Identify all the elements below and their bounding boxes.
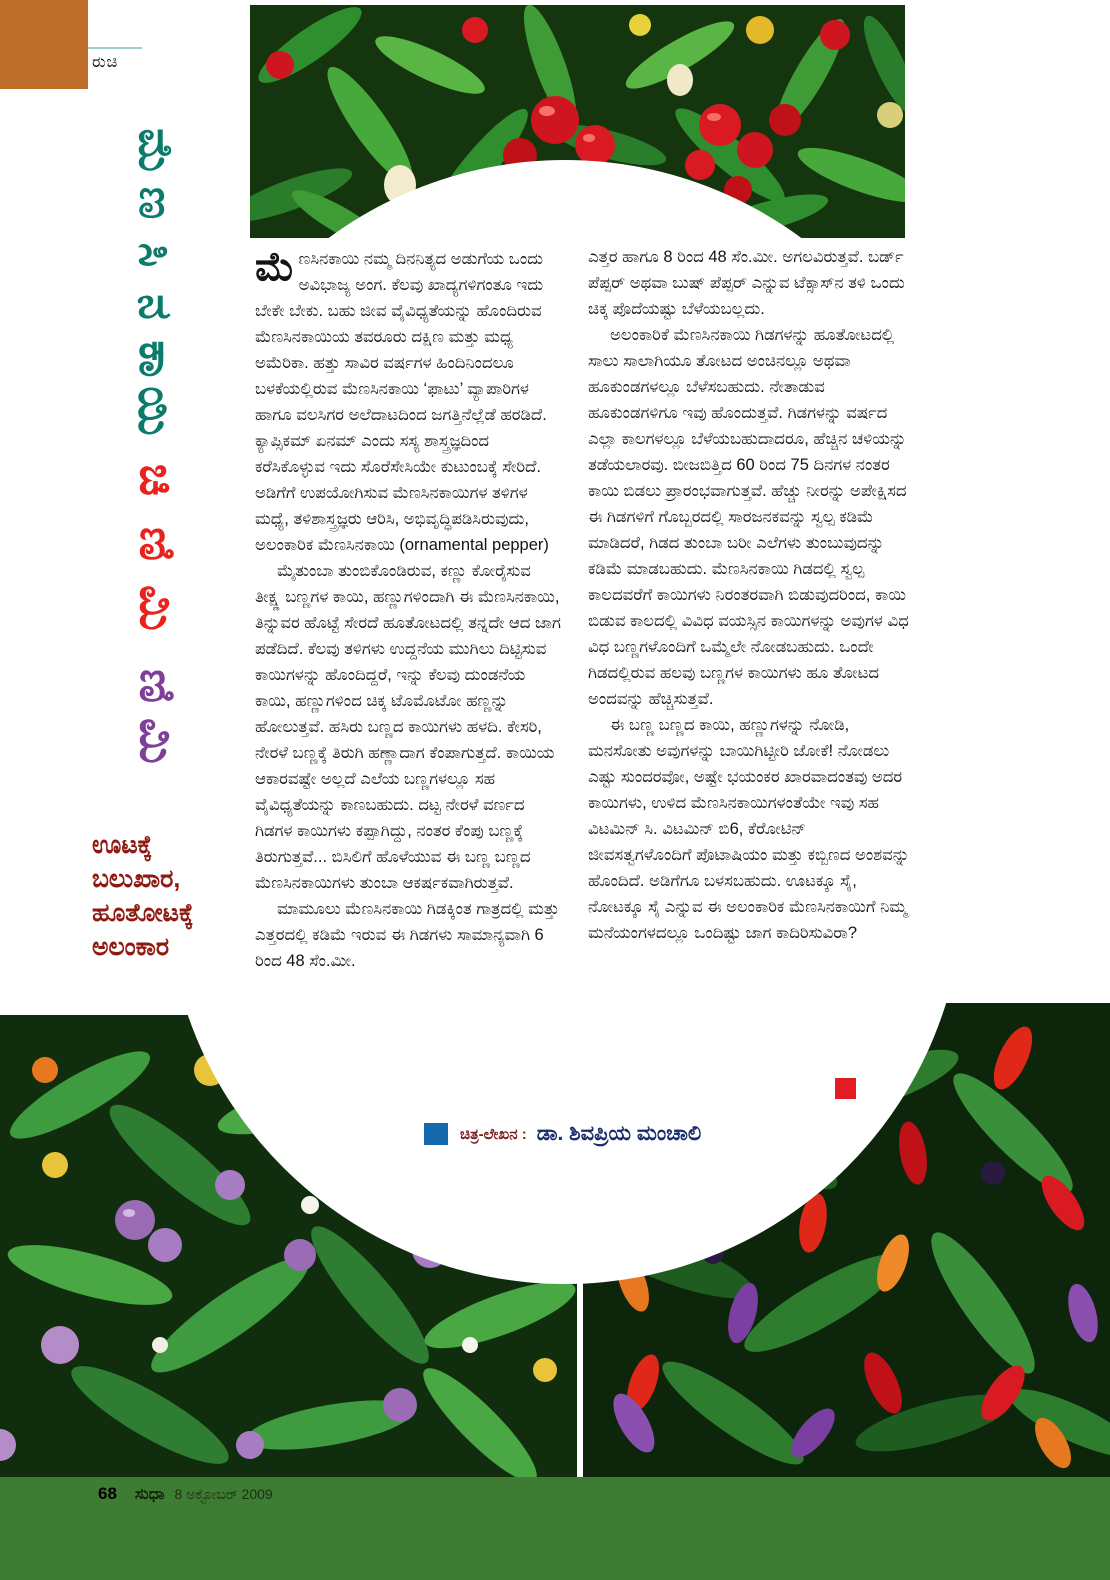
article-column-2 — [588, 244, 910, 1080]
section-label: ರುಚಿ — [92, 54, 119, 71]
paragraph-1-text: ಣಸಿನಕಾಯಿ ನಮ್ಮ ದಿನನಿತ್ಯದ ಅಡುಗೆಯ ಒಂದು ಅವಿಭಾಜ್ಯ ಅಂಗ. ಕೆಲವು ಖಾದ್ಯಗಳಿಗಂತೂ ಇದು ಬೇಕೇ ಬೇಕು. ಬಹು ಜೀವ ವೈವಿಧ್ಯತೆಯನ್ನು ಹೊಂದಿರುವ ಮೆಣಸಿನಕಾಯಿಯ ತವರೂರು ದಕ್ಷಿಣ ಮತ್ತು ಮಧ್ಯ ಅಮೆರಿಕಾ. ಹತ್ತು ಸಾವಿರ ವರ್ಷಗಳ ಹಿಂದಿನಿಂದಲೂ ಬಳಕೆಯಲ್ಲಿರುವ ಮೆಣಸಿನಕಾಯಿ ‘ಫಾಟು’ ವ್ಯಾಪಾರಿಗಳ ಹಾಗೂ ವಲಸಿಗರ ಅಲೆದಾಟದಿಂದ ಜಗತ್ತಿನೆಲ್ಲೆಡೆ ಹರಡಿದೆ. ಕ್ಯಾಪ್ಸಿಕಮ್ ಏನಮ್ ಎಂದು ಸಸ್ಯ ಶಾಸ್ತ್ರಜ್ಞದಿಂದ ಕರೆಸಿಕೊಳ್ಳುವ ಇದು ಸೊರೆಸೇಸಿಯೇ ಕುಟುಂಬಕ್ಕೆ ಸೇರಿದೆ. ಅಡಿಗೆಗೆ ಉಪಯೋಗಿಸುವ ಮೆಣಸಿನಕಾಯಿಗಳ ತಳಿಗಳ ಮಧ್ಯೆ, ತಳಿಶಾಸ್ತ್ರಜ್ಞರು ಆರಿಸಿ, ಅಭಿವೃದ್ಧಿಪಡಿಸಿರುವುದು, ಅಲಂಕಾರಿಕ ಮೆಣಸಿನಕಾಯಿ (ornamental pepper) — [255, 250, 549, 554]
sidebar-slogan-line: ಊಟಕ್ಕೆ — [92, 831, 153, 859]
sidebar-slogan-line: ಹೂತೋಟಕ್ಕೆ — [92, 899, 194, 927]
paragraph-1 — [255, 246, 561, 558]
caption-row — [424, 1122, 701, 1146]
drop-cap: ಮೆ — [255, 245, 295, 289]
sidebar-slogan — [92, 828, 252, 964]
title-glyph: ಣ — [130, 186, 182, 220]
caption-author: ಡಾ. ಶಿವಪ್ರಿಯ ಮಂಚಾಲಿ — [536, 1122, 702, 1145]
sidebar-slogan-line: ಬಲುಖಾರ, — [92, 865, 181, 893]
caption-bullet-square — [424, 1123, 448, 1145]
article-vertical-title — [96, 128, 216, 772]
title-glyph: ಚಿ — [129, 463, 183, 497]
paragraph-6: ಈ ಬಣ್ಣ ಬಣ್ಣದ ಕಾಯಿ, ಹಣ್ಣುಗಳನ್ನು ನೋಡಿ, ಮನಸೋತು ಅವುಗಳನ್ನು ಬಾಯಿಗಿಟ್ಟೀರಿ ಜೋಕೆ! ನೋಡಲು ಎಷ್ಟು ಸುಂದರವೋ, ಅಷ್ಟೇ ಭಯಂಕರ ಖಾರವಾದಂತವು ಅದರ ಕಾಯಿಗಳು, ಉಳಿದ ಮೆಣಸಿನಕಾಯಿಗಳಂತೆಯೇ ಇವು ಸಹ ವಿಟಮಿನ್ ಸಿ. ವಿಟಮಿನ್ ಬಿ6, ಕೆರೋಟಿನ್ ಜೀವಸತ್ವಗಳೊಂದಿಗೆ ಪೊಟಾಷಿಯಂ ಮತ್ತು ಕಬ್ಬಿಣದ ಅಂಶವನ್ನು ಹೊಂದಿದೆ. ಅಡಿಗೆಗೂ ಬಳಸಬಹುದು. ಊಟಕ್ಕೂ ಸೈ, ನೋಟಕ್ಕೂ ಸೈ ಎನ್ನುವ ಈ ಅಲಂಕಾರಿಕ ಮೆಣಸಿನಕಾಯಿಗೆ ನಿಮ್ಮ ಮನೆಯಂಗಳದಲ್ಲೂ ಒಂದಿಷ್ಟು ಜಾಗ ಕಾದಿರಿಸುವಿರಾ? — [588, 716, 910, 942]
title-glyph: ಮಿ — [129, 585, 183, 631]
title-glyph: ಮೆ — [130, 128, 182, 174]
header-rule — [88, 47, 142, 49]
paragraph-2: ಮೈತುಂಬಾ ತುಂಬಿಕೊಂಡಿರುವ, ಕಣ್ಣು ಕೋರೈಸುವ ತೀಕ್ಷ್ಣ ಬಣ್ಣಗಳ ಕಾಯಿ, ಹಣ್ಣುಗಳಿಂದಾಗಿ ಈ ಮೆಣಸಿನಕಾಯಿ, ತಿನ್ನುವರ ಹೊಟ್ಟೆ ಸೇರದೆ ಹೂತೋಟದಲ್ಲಿ ತನ್ನದೇ ಆದ ಜಾಗ ಪಡೆದಿದೆ. ಕೆಲವು ತಳಿಗಳು ಉದ್ದನೆಯ ಮುಗಿಲು ದಿಟ್ಟಿಸುವ ಕಾಯಿಗಳನ್ನು ಹೊಂದಿದ್ದರೆ, ಇನ್ನು ಕೆಲವು ದುಂಡನೆಯ ಕಾಯಿ, ಹಣ್ಣುಗಳಿಂದ ಚಿಕ್ಕ ಟೊಮೊಟೋ ಹಣ್ಣನ್ನು ಹೋಲುತ್ತವೆ. ಹಸಿರು ಬಣ್ಣದ ಕಾಯಿಗಳು ಹಳದಿ. ಕೇಸರಿ, ನೇರಳೆ ಬಣ್ಣಕ್ಕೆ ತಿರುಗಿ ಹಣ್ಣಾದಾಗ ಕೆಂಪಾಗುತ್ತದೆ. ಕಾಯಿಯ ಆಕಾರವಷ್ಟೇ ಅಲ್ಲದೆ ಎಲೆಯ ಬಣ್ಣಗಳಲ್ಲೂ ಸಹ ವೈವಿಧ್ಯತೆಯನ್ನು ಕಾಣಬಹುದು. ದಟ್ಟ ನೇರಳೆ ವರ್ಣದ ಗಿಡಗಳ ಕಾಯಿಗಳು ಕಪ್ಪಾಗಿದ್ದು, ನಂತರ ಕೆಂಪು ಬಣ್ಣಕ್ಕೆ ತಿರುಗುತ್ತವೆ... ಬಿಸಿಲಿಗೆ ಹೊಳೆಯುವ ಈ ಬಣ್ಣ ಬಣ್ಣದ ಮೆಣಸಿನಕಾಯಿಗಳು ತುಂಬಾ ಆಕರ್ಷಕವಾಗಿರುತ್ತವೆ. — [255, 562, 561, 892]
paragraph-5: ಅಲಂಕಾರಿಕೆ ಮೆಣಸಿನಕಾಯಿ ಗಿಡಗಳನ್ನು ಹೂತೋಟದಲ್ಲಿ ಸಾಲು ಸಾಲಾಗಿಯೂ ತೋಟದ ಅಂಚಿನಲ್ಲೂ ಅಥವಾ ಹೂಕುಂಡಗಳಲ್ಲೂ ಬೆಳೆಸಬಹುದು. ನೇತಾಡುವ ಹೂಕುಂಡಗಳಿಗೂ ಇವು ಹೊಂದುತ್ತವೆ. ಗಿಡಗಳನ್ನು ವರ್ಷದ ಎಲ್ಲಾ ಕಾಲಗಳಲ್ಲೂ ಬೆಳೆಯಬಹುದಾದರೂ, ಹೆಚ್ಚಿನ ಚಳಿಯನ್ನು ತಡೆಯಲಾರವು. ಬೀಜಬಿತ್ತಿದ 60 ರಿಂದ 75 ದಿನಗಳ ನಂತರ ಕಾಯಿ ಬಿಡಲು ಪ್ರಾರಂಭವಾಗುತ್ತವೆ. ಹೆಚ್ಚು ನೀರನ್ನು ಅಪೇಕ್ಷಿಸದ ಈ ಗಿಡಗಳಿಗೆ ಗೊಬ್ಬರದಲ್ಲಿ ಸಾರಜನಕವನ್ನು ಸ್ವಲ್ಪ ಕಡಿಮೆ ಮಾಡಿದರೆ, ಗಿಡದ ತುಂಬಾ ಬರೀ ಎಲೆಗಳು ತುಂಬುವುದನ್ನು ಕಡಿಮೆ ಮಾಡಬಹುದು. ಮೆಣಸಿನಕಾಯಿ ಗಿಡದಲ್ಲಿ ಸ್ವಲ್ಪ ಕಾಲದವರೆಗೆ ಕಾಯಿಗಳು ನಿರಂತರವಾಗಿ ಬಿಡುವುದರಿಂದ, ಕಾಯಿ ಬಿಡುವ ಕಾಲದಲ್ಲಿ ವಿವಿಧ ವಯಸ್ಸಿನ ಕಾಯಿಗಳನ್ನು ಅವುಗಳ ವಿಧ ವಿಧ ಬಣ್ಣಗಳೊಂದಿಗೆ ಒಮ್ಮೆಲೇ ನೋಡಬಹುದು. ಒಂದೇ ಗಿಡದಲ್ಲಿರುವ ಹಲವು ಬಣ್ಣಗಳ ಕಾಯಿಗಳು ಹೂ ತೋಟದ ಅಂದವನ್ನು ಹೆಚ್ಚಿಸುತ್ತವೆ. — [588, 326, 909, 708]
title-glyph: ಣಿ — [129, 669, 183, 703]
footer-text — [98, 1484, 273, 1504]
title-glyph: ಕಾ — [129, 340, 182, 378]
title-glyph: ಣಿ — [129, 527, 183, 561]
title-glyph: ಯಿ — [130, 386, 182, 436]
section-color-block — [0, 0, 88, 89]
sidebar-slogan-line: ಅಲಂಕಾರ — [92, 933, 170, 961]
paragraph-3: ಮಾಮೂಲು ಮೆಣಸಿನಕಾಯಿ ಗಿಡಕ್ಕಿಂತ ಗಾತ್ರದಲ್ಲಿ ಮತ್ತು ಎತ್ತರದಲ್ಲಿ ಕಡಿಮೆ ಇರುವ ಈ ಗಿಡಗಳು ಸಾಮಾನ್ಯವಾಗಿ 6 ರಿಂದ 48 ಸೆಂ.ಮೀ. — [255, 900, 560, 970]
page-number: 68 — [98, 1484, 117, 1503]
title-glyph: ಸಿ — [130, 242, 182, 268]
title-glyph: ಮಿ — [129, 718, 183, 764]
caption-label: ಚಿತ್ರ-ಲೇಖನ : — [460, 1125, 527, 1143]
issue-date: 8 ಅಕ್ಟೋಬರ್ 2009 — [174, 1486, 273, 1502]
end-of-article-square — [835, 1078, 856, 1099]
paragraph-4: ಎತ್ತರ ಹಾಗೂ 8 ರಿಂದ 48 ಸೆಂ.ಮೀ. ಅಗಲವಿರುತ್ತವೆ. ಬರ್ಡ್ ಪೆಪ್ಪರ್ ಅಥವಾ ಬುಷ್ ಪೆಪ್ಪರ್ ಎನ್ನುವ ಟೆಕ್ಸಾಸ್‌ನ ತಳಿ ಒಂದು ಚಿಕ್ಕ ಪೊದೆಯಷ್ಟು ಬೆಳೆಯಬಲ್ಲದು. — [588, 248, 905, 318]
article-column-1 — [255, 246, 561, 1078]
title-glyph: ನ — [129, 294, 182, 320]
magazine-name: ಸುಧಾ — [134, 1486, 165, 1503]
footer-bar — [0, 1477, 1110, 1580]
